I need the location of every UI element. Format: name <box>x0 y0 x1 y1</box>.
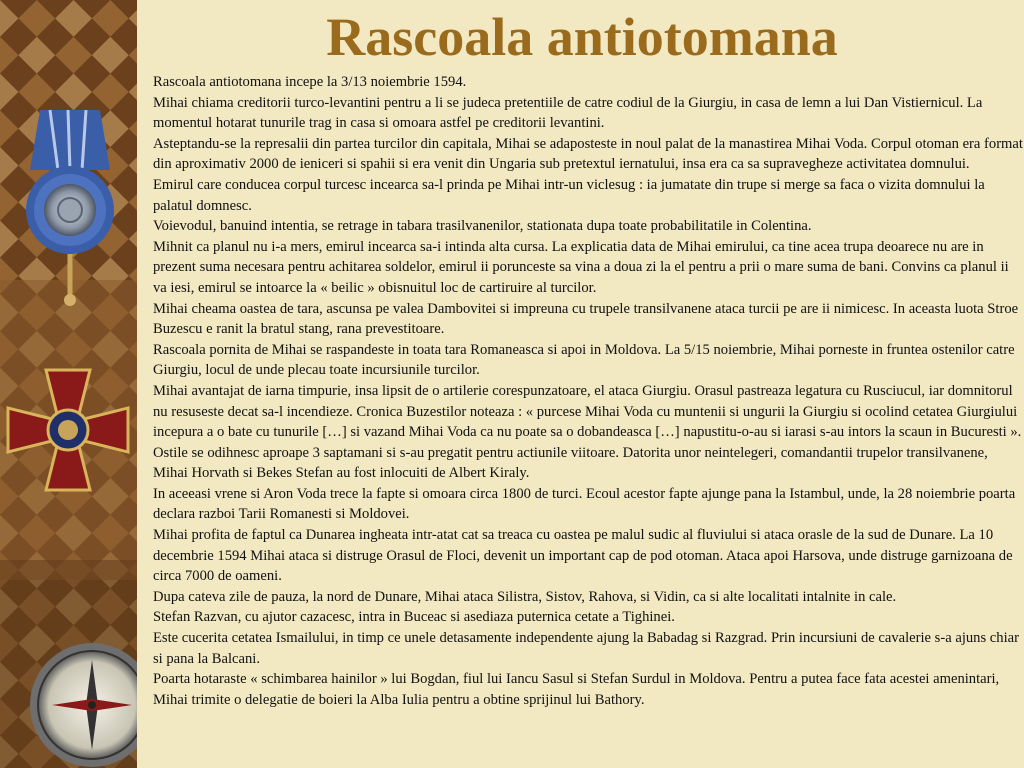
paragraph: Ostile se odihnesc aproape 3 saptamani si s-au pregatit pentru actiunile viitoare. Datorita unor neintelegeri, comandantii trupelor transilvanene, Mihai Horvath si Bekes Stefan au fost inlocuiti de Albert Kiraly. <box>153 444 988 482</box>
paragraph: In aceeasi vrene si Aron Voda trece la fapte si omoara circa 1800 de turci. Ecoul acestor fapte ajunge pana la Istambul, unde, la 28 noiembrie poarta declara razboi Tarii Romanesti si Moldovei. <box>153 485 1016 523</box>
paragraph: Mihai cheama oastea de tara, ascunsa pe valea Dambovitei si impreuna cu trupele transilvanene ataca turcii pe are ii nimicesc. In aceasta luota Stroe Buzescu e ranit la bratul stang, rana prevestitoare. <box>153 300 1019 338</box>
paragraph: Rascoala antiotomana incepe la 3/13 noiembrie 1594. <box>153 74 467 90</box>
paragraph: Mihai chiama creditorii turco-levantini pentru a li se judeca pretentiile de catre codiul de la Giurgiu, in casa de lemn a lui Dan Vistiernicul. La momentul hotarat tunurile trag in casa si omoara astfel pe creditorii levantini. <box>153 94 983 132</box>
paragraph: Poarta hotaraste « schimbarea hainilor » lui Bogdan, fiul lui Iancu Sasul si Stefan Surdul in Moldova. Pentru a putea face fata acestei amenintari, Mihai trimite o delegatie de boieri la Alba Iulia pentru a obtine sprijinul lui Bathory. <box>153 671 1000 708</box>
paragraph: Voievodul, banuind intentia, se retrage in tabara trasilvanenilor, stationata dupa toate probabilitatile in Colentina. <box>153 218 812 235</box>
paragraph: Emirul care conducea corpul turcesc incearca sa-l prinda pe Mihai intr-un viclesug : ia jumatate din trupe si merge sa faca o vizita domnului la palatul domnesc. <box>153 176 985 214</box>
paragraph: Este cucerita cetatea Ismailului, in timp ce unele detasamente independente ajung la Babadag si Razgrad. Prin incursiuni de cavalerie s-a ajuns chiar si pana la Balcani. <box>153 630 1019 667</box>
slide-body <box>153 72 1024 768</box>
decorative-collage <box>0 0 137 768</box>
paragraph: Rascoala pornita de Mihai se raspandeste in toata tara Romaneasca si apoi in Moldova. La 5/15 noiembrie, Mihai porneste in fruntea ostenilor catre Giurgiu, locul de unde plecau toate incursiunile turcilor. <box>153 341 1015 379</box>
paragraph: Mihnit ca planul nu i-a mers, emirul incearca sa-i intinda alta cursa. La explicatia data de Mihai emirului, ca tine acea trupa deoarece nu are in prezent suma necesara pentru achitarea soldelor, emirul ii porunceste sa vina a doua zi la el pentru a prii o mare suma de bani. Convins ca planul ii va iesi, emirul se intoarce la « beilic » obisnuitul loc de cartiruire al turcilor. <box>153 238 1009 296</box>
paragraph: Asteptandu-se la represalii din partea turcilor din capitala, Mihai se adaposteste in noul palat de la manastirea Mihai Voda. Corpul otoman era format din aproximativ 2000 de ieniceri si spahii si era venit din Ungaria sub pretextul iernatului, insa era ca sa supravegheze activitatea domnului. <box>153 135 1023 173</box>
paragraph: Stefan Razvan, cu ajutor cazacesc, intra in Buceac si asediaza puternica cetate a Tighinei. <box>153 609 675 626</box>
paragraph: Mihai profita de faptul ca Dunarea ingheata intr-atat cat sa treaca cu oastea pe malul sudic al fluviului si ataca orasle de la sud de Dunare. La 10 decembrie 1594 Mihai ataca si distruge Orasul de Floci, devenit un important cap de pod otoman. Ataca apoi Harsova, unde distruge garnizoana de circa 7000 de oameni. <box>153 527 1013 585</box>
paragraph: Mihai avantajat de iarna timpurie, insa lipsit de o artilerie corespunzatoare, el ataca Giurgiu. Orasul pastreaza legatura cu Rusciucul, iar domnitorul nu resuseste decat sa-l incendieze. Cronica Buzestilor noteaza : « purcese Mihai Voda cu muntenii si ungurii la Giurgiu si ocolind cetatea Giurgiului incepura a o bate cu tunurile […] si vazand Mihai Voda ca nu poate sa o dobandeasca […] napustitu-o-au si iarasi s-au intors la scaun in Bucuresti ». <box>153 382 1022 441</box>
paragraph: Dupa cateva zile de pauza, la nord de Dunare, Mihai ataca Silistra, Sistov, Rahova, si Vidin, ca si alte localitati intalnite in cale. <box>153 588 897 605</box>
slide-title: Rascoala antiotomana <box>326 7 838 67</box>
